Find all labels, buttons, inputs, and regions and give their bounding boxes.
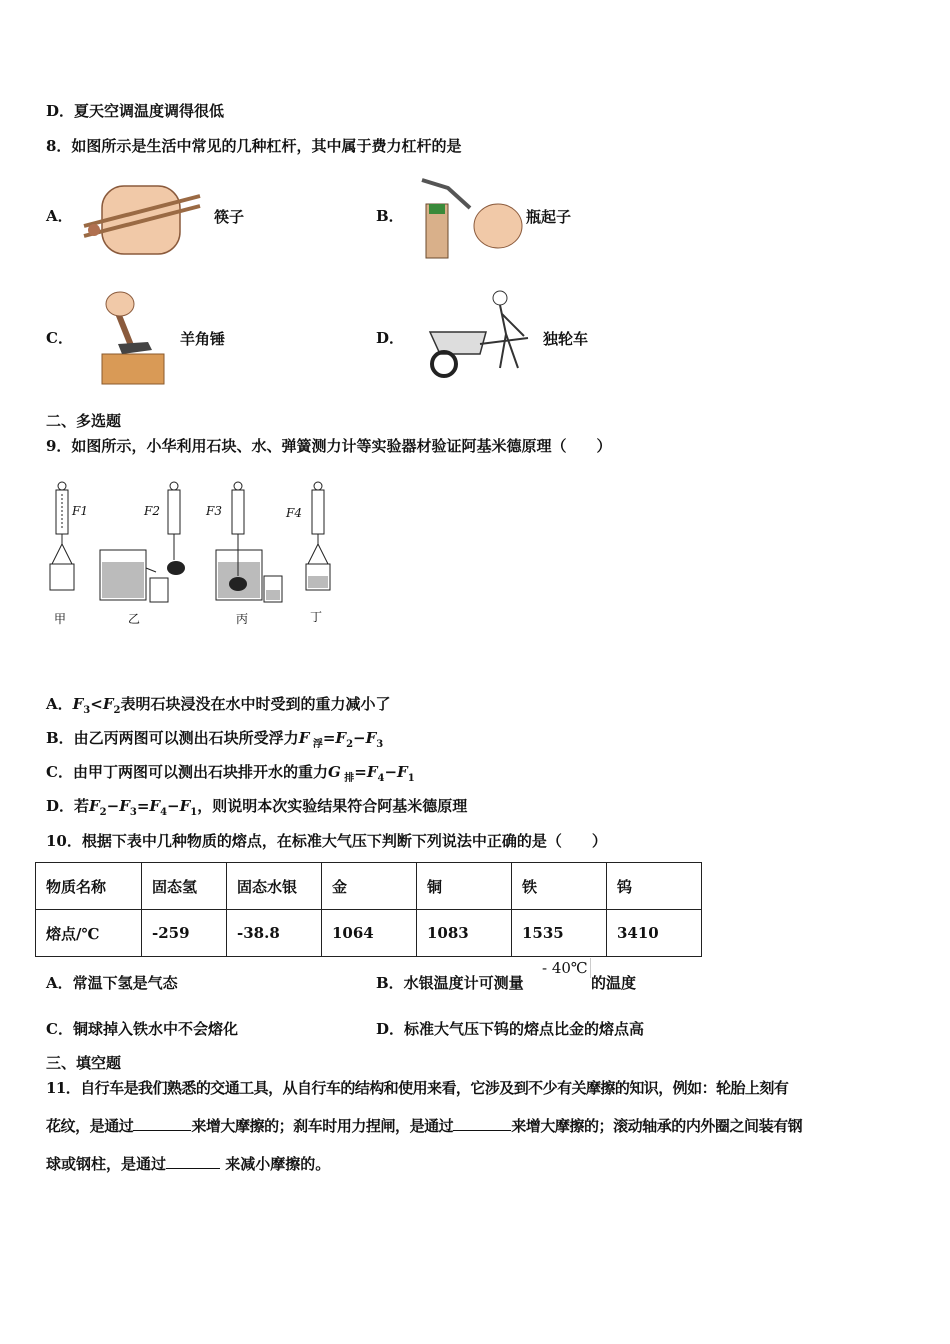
table-cell: 物质名称 bbox=[36, 863, 142, 910]
table-row bbox=[36, 910, 702, 957]
force-label-f2: F2 bbox=[144, 504, 160, 518]
answer-blank-3[interactable] bbox=[166, 1154, 220, 1169]
table-cell: 铜 bbox=[417, 863, 512, 910]
table-cell: 金 bbox=[322, 863, 417, 910]
q10-option-c: C．铜球掉入铁水中不会熔化 bbox=[46, 1020, 238, 1038]
q8-option-d-caption: 独轮车 bbox=[543, 330, 589, 348]
setup-yi bbox=[100, 482, 185, 602]
food-piece bbox=[88, 224, 100, 236]
q8-option-d-letter: D． bbox=[376, 329, 405, 347]
wood-block bbox=[102, 354, 164, 384]
figure-label-ding: 丁 bbox=[310, 610, 323, 624]
table-cell: 1064 bbox=[322, 910, 417, 957]
answer-blank-2[interactable] bbox=[453, 1116, 511, 1131]
q11-line-3: 球或钢柱，是通过 来减小摩擦的。 bbox=[46, 1155, 331, 1173]
bottle-cap bbox=[429, 204, 445, 214]
q11-line-1: 11．自行车是我们熟悉的交通工具，从自行车的结构和使用来看，它涉及到不少有关摩擦的知识，例如：轮胎上刻有 bbox=[46, 1079, 789, 1097]
force-label-f1: F1 bbox=[72, 504, 88, 518]
setup-ding bbox=[306, 482, 330, 590]
q8-option-c-caption: 羊角锤 bbox=[180, 330, 226, 348]
hammer-head bbox=[118, 342, 152, 354]
q8-stem: 8．如图所示是生活中常见的几种杠杆，其中属于费力杠杆的是 bbox=[46, 137, 462, 155]
q9-option-c: C．由甲丁两图可以测出石块排开水的重力G $_排=F_4-F_1$ bbox=[46, 763, 415, 784]
q7-option-d: D．夏天空调温度调得很低 bbox=[46, 102, 225, 120]
wheelbarrow-tray bbox=[430, 332, 486, 354]
water bbox=[102, 562, 144, 598]
q10-stem: 10．根据下表中几种物质的熔点，在标准大气压下判断下列说法中正确的是（ ） bbox=[46, 832, 607, 850]
q10-option-b-post: 的温度 bbox=[591, 974, 637, 992]
q9-option-a: A．$F_3<F_2$表明石块浸没在水中时受到的重力减小了 bbox=[46, 695, 391, 716]
table-cell: 1535 bbox=[512, 910, 607, 957]
claw-hammer-image bbox=[100, 288, 166, 386]
spring-scale bbox=[312, 490, 324, 534]
table-cell: 固态水银 bbox=[227, 863, 322, 910]
q9-option-d: D．若$F_2-F_3=F_4-F_1$，则说明本次实验结果符合阿基米德原理 bbox=[46, 797, 468, 818]
q11-line-2: 花纹，是通过 来增大摩擦的；刹车时用力捏闸，是通过 来增大摩擦的；滚动轴承的内外圈之间装有钢 bbox=[46, 1117, 803, 1135]
chopsticks-image bbox=[82, 174, 202, 260]
table-header-row bbox=[36, 863, 702, 910]
person-head bbox=[493, 291, 507, 305]
section-3-heading: 三、填空题 bbox=[46, 1054, 122, 1072]
figure-label-jia: 甲 bbox=[54, 612, 67, 626]
force-label-f4: F4 bbox=[286, 506, 302, 520]
table-cell: 3410 bbox=[607, 910, 702, 957]
wheelbarrow-image bbox=[424, 288, 540, 380]
person-body bbox=[500, 305, 524, 368]
q10-option-b-pre: B．水银温度计可测量 bbox=[376, 974, 524, 992]
wheel bbox=[432, 352, 456, 376]
table-cell: 钨 bbox=[607, 863, 702, 910]
spring-scale bbox=[232, 490, 244, 534]
archimedes-experiment-figure bbox=[40, 480, 340, 630]
answer-blank-1[interactable] bbox=[133, 1116, 191, 1131]
table-cell: 固态氢 bbox=[142, 863, 227, 910]
q10-option-d: D．标准大气压下钨的熔点比金的熔点高 bbox=[376, 1020, 645, 1038]
scale-ring bbox=[170, 482, 178, 490]
stone bbox=[167, 561, 185, 575]
bottle-opener-image bbox=[420, 174, 524, 260]
setup-jia bbox=[50, 482, 74, 590]
q8-option-b-letter: B． bbox=[376, 207, 404, 225]
table-cell: 1083 bbox=[417, 910, 512, 957]
q10-option-a: A．常温下氢是气态 bbox=[46, 974, 178, 992]
q9-stem: 9．如图所示，小华利用石块、水、弹簧测力计等实验器材验证阿基米德原理（ ） bbox=[46, 437, 612, 455]
force-label-f3: F3 bbox=[206, 504, 222, 518]
table-cell: -259 bbox=[142, 910, 227, 957]
q8-option-a-caption: 筷子 bbox=[214, 208, 245, 226]
figure-label-yi: 乙 bbox=[128, 612, 141, 626]
melting-point-table bbox=[35, 862, 702, 957]
setup-bing bbox=[216, 482, 282, 602]
small-beaker bbox=[50, 564, 74, 590]
section-2-heading: 二、多选题 bbox=[46, 412, 122, 430]
q8-option-a-letter: A． bbox=[46, 207, 73, 225]
overflow-water bbox=[266, 590, 280, 600]
spout bbox=[146, 568, 156, 572]
scale-ring bbox=[58, 482, 66, 490]
table-cell: 铁 bbox=[512, 863, 607, 910]
stone bbox=[229, 577, 247, 591]
catch-beaker bbox=[150, 578, 168, 602]
hand-shape bbox=[474, 204, 522, 248]
scale-ring bbox=[234, 482, 242, 490]
hook bbox=[308, 534, 328, 564]
q9-option-b: B．由乙丙两图可以测出石块所受浮力F $_浮=F_2-F_3$ bbox=[46, 729, 384, 750]
spring-scale bbox=[168, 490, 180, 534]
hook bbox=[52, 534, 72, 564]
q8-option-b-caption: 瓶起子 bbox=[526, 208, 572, 226]
collected-water bbox=[308, 576, 328, 588]
table-cell: 熔点/℃ bbox=[36, 910, 142, 957]
q10-option-b-temperature: - 40℃ bbox=[542, 958, 591, 978]
q8-option-c-letter: C． bbox=[46, 329, 73, 347]
scale-ring bbox=[314, 482, 322, 490]
figure-label-bing: 丙 bbox=[236, 612, 249, 626]
hand-shape bbox=[106, 292, 134, 316]
table-cell: -38.8 bbox=[227, 910, 322, 957]
